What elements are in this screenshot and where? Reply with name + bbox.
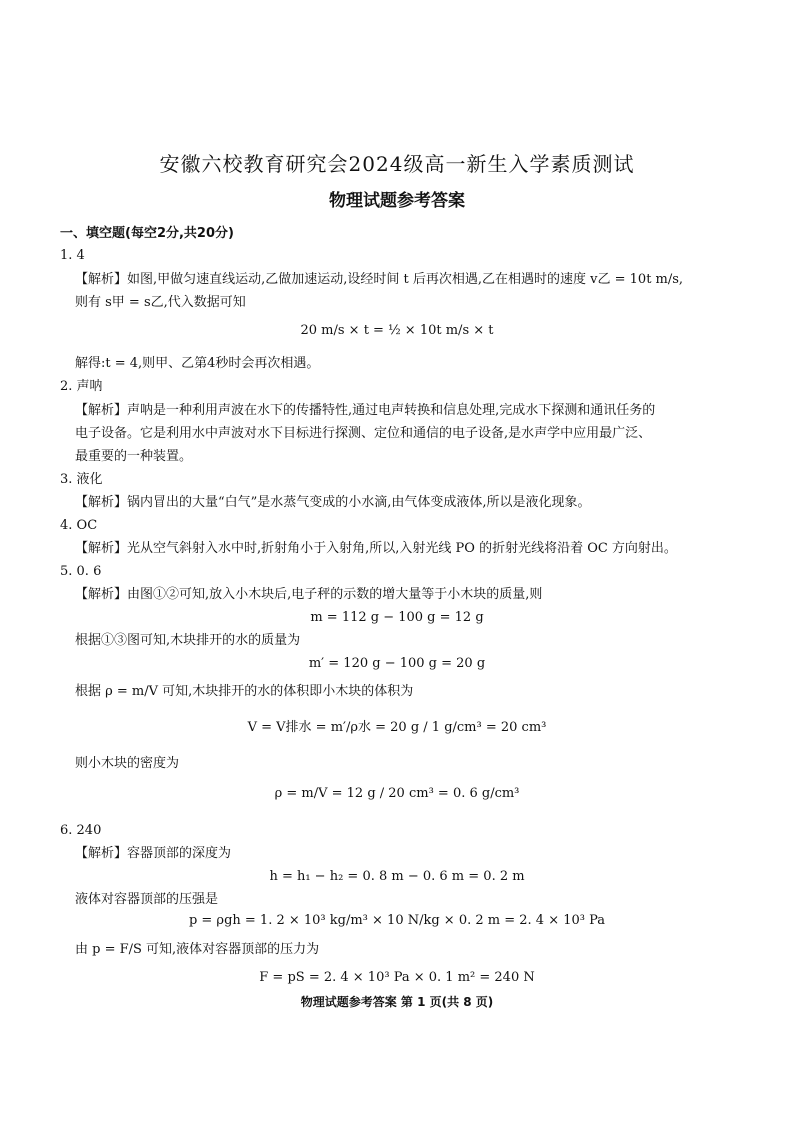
q1-analysis-line2: 则有 s甲 = s乙,代入数据可知 xyxy=(75,295,246,310)
q4-answer: 4. OC xyxy=(60,518,98,533)
page-footer: 物理试题参考答案 第 1 页(共 8 页) xyxy=(300,995,494,1009)
section-heading: 一、填空题(每空2分,共20分) xyxy=(60,226,234,241)
q1-analysis-line1: 【解析】如图,甲做匀速直线运动,乙做加速运动,设经时间 t 后再次相遇,乙在相遇时的速度 v乙 = 10t m/s, xyxy=(75,272,684,287)
q5-formula3: V = V排水 = m′/ρ水 = 20 g / 1 g/cm³ = 20 cm³ xyxy=(247,720,547,735)
q3-analysis-line1: 【解析】锅内冒出的大量“白气”是水蒸气变成的小水滴,由气体变成液体,所以是液化现象。 xyxy=(75,495,591,510)
q6-formula1: h = h₁ − h₂ = 0. 8 m − 0. 6 m = 0. 2 m xyxy=(269,869,525,884)
q1-answer: 1. 4 xyxy=(60,248,85,263)
q4-analysis-line1: 【解析】光从空气斜射入水中时,折射角小于入射角,所以,入射光线 PO 的折射光线将沿着 OC 方向射出。 xyxy=(75,541,677,556)
q6-text2: 液体对容器顶部的压强是 xyxy=(75,892,219,907)
page-subtitle: 物理试题参考答案 xyxy=(329,191,465,211)
q5-text2: 根据①③图可知,木块排开的水的质量为 xyxy=(75,633,301,648)
q2-answer: 2. 声呐 xyxy=(60,379,103,394)
q5-formula1: m = 112 g − 100 g = 12 g xyxy=(310,610,484,625)
q6-formula2: p = ρgh = 1. 2 × 10³ kg/m³ × 10 N/kg × 0. 2 m = 2. 4 × 10³ Pa xyxy=(188,913,606,928)
q5-analysis-line1: 【解析】由图①②可知,放入小木块后,电子秤的示数的增大量等于小木块的质量,则 xyxy=(75,587,543,602)
q5-text3: 根据 ρ = m/V 可知,木块排开的水的体积即小木块的体积为 xyxy=(75,684,414,699)
q2-analysis-line3: 最重要的一种装置。 xyxy=(75,449,193,464)
q5-formula2: m′ = 120 g − 100 g = 20 g xyxy=(308,656,486,671)
q6-formula3: F = pS = 2. 4 × 10³ Pa × 0. 1 m² = 240 N xyxy=(259,970,535,985)
page-title: 安徽六校教育研究会2024级高一新生入学素质测试 xyxy=(159,152,635,176)
q3-answer: 3. 液化 xyxy=(60,472,103,487)
q2-analysis-line1: 【解析】声呐是一种利用声波在水下的传播特性,通过电声转换和信息处理,完成水下探测和通讯任务的 xyxy=(75,403,656,418)
q6-answer: 6. 240 xyxy=(60,823,102,838)
q1-solution: 解得:t = 4,则甲、乙第4秒时会再次相遇。 xyxy=(75,356,320,371)
q5-text4: 则小木块的密度为 xyxy=(75,756,180,771)
q5-answer: 5. 0. 6 xyxy=(60,564,102,579)
q1-formula: 20 m/s × t = ½ × 10t m/s × t xyxy=(300,323,494,338)
q6-analysis-line1: 【解析】容器顶部的深度为 xyxy=(75,846,232,861)
q2-analysis-line2: 电子设备。它是利用水中声波对水下目标进行探测、定位和通信的电子设备,是水声学中应用最广泛、 xyxy=(75,426,652,441)
q6-text3: 由 p = F/S 可知,液体对容器顶部的压力为 xyxy=(75,942,320,957)
q5-formula4: ρ = m/V = 12 g / 20 cm³ = 0. 6 g/cm³ xyxy=(274,786,520,801)
